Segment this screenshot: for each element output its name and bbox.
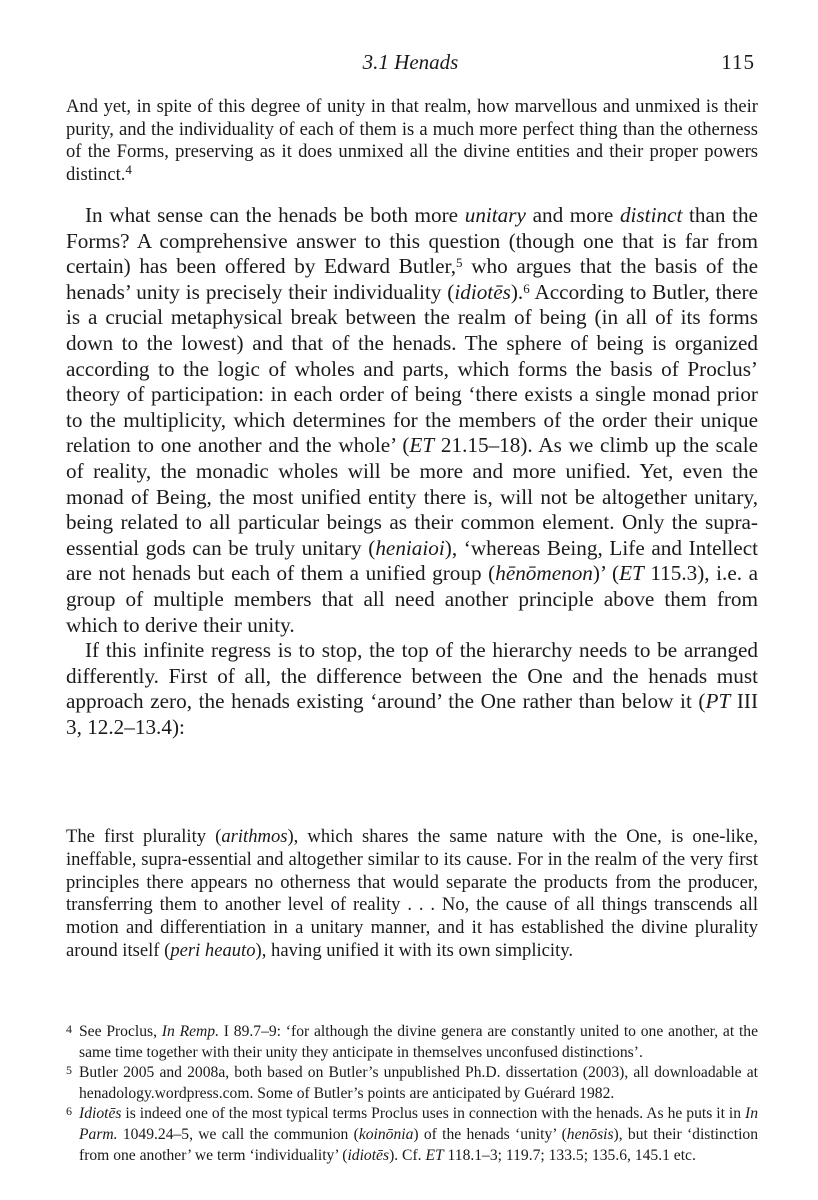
text-run: ), having unified it with its own simplicity.	[255, 939, 573, 961]
emphasis: heniaioi	[375, 535, 445, 560]
text-run: ), but their ‘distinction from one another’ we term ‘individuality’ (	[79, 1125, 758, 1164]
block-quote-1	[66, 96, 758, 186]
emphasis: koinōnia	[358, 1125, 414, 1143]
text-run: 1049.24–5, we call the communion (	[117, 1125, 359, 1143]
text-run: than the Forms? A comprehensive answer to this question (though one that is far from certain) has been offered by Edward Butler,	[66, 203, 758, 279]
emphasis: arithmos	[221, 826, 288, 847]
emphasis: hēnōmenon	[495, 561, 593, 586]
emphasis: peri heauto	[170, 939, 256, 961]
text-run: 118.1–3; 119.7; 133.5; 135.6, 145.1 etc.	[443, 1146, 696, 1164]
text-run: ), which shares the same nature with the One, is one-like, ineffable, supra-essential and altogether similar to its cause. For in the realm of the very first principles there appears no otherness that would separate the products from the producer, transferring them to another level of reality . . . No, the cause of all things transcends all motion and differentiation in a unitary manner, and it has established the divine plurality around itself (	[66, 826, 758, 961]
emphasis: In Parm.	[79, 1105, 758, 1143]
footnote-ref-5: 5	[456, 255, 463, 271]
emphasis: idiotēs	[347, 1146, 390, 1164]
block-quote-2	[66, 826, 758, 963]
text-run: I 89.7–9: ‘for although the divine genera are constantly united to one another, at the same time together with their unity they anticipate in themselves unconfused distinctions’.	[79, 1023, 758, 1061]
paragraph-1	[66, 203, 758, 638]
emphasis: ET	[425, 1146, 444, 1164]
footnote-5	[66, 1063, 758, 1104]
emphasis: distinct	[619, 203, 683, 227]
text-run: See Proclus,	[79, 1023, 162, 1040]
paragraph-2	[66, 638, 758, 740]
footnote-ref-4: 4	[125, 161, 132, 177]
running-head	[66, 50, 755, 80]
text-run: who argues that the basis of the henads’ unity is precisely their individuality (	[66, 254, 758, 304]
text-run: ) of the henads ‘unity’ (	[413, 1125, 567, 1143]
emphasis: Idiotēs	[79, 1105, 122, 1123]
footnote-4	[66, 1022, 758, 1063]
body-text	[66, 203, 758, 740]
text-run: The first plurality (	[66, 826, 222, 847]
emphasis: ET	[409, 433, 435, 458]
text-run: is indeed one of the most typical terms Proclus uses in connection with the henads. As he puts it in	[121, 1105, 745, 1123]
footnote-6	[66, 1104, 758, 1166]
emphasis: unitary	[464, 203, 526, 227]
emphasis: idiotēs	[454, 279, 511, 304]
footnote-number: 5	[66, 1063, 72, 1078]
text-run: If this infinite regress is to stop, the top of the hierarchy needs to be arranged differently. First of all, the difference between the One and the henads must approach zero, the henads existing ‘around’ the One rather than below it (	[66, 638, 758, 714]
text-run: 21.15–18). As we climb up the scale of reality, the monadic wholes will be more and more unified. Yet, even the monad of Being, the most unified entity there is, will not be altogether unitary, being related to all particular beings as their common element. Only the supra-essential gods can be truly unitary (	[66, 433, 758, 560]
text-run: )’ (	[592, 561, 620, 586]
page-number: 115	[721, 50, 755, 74]
footnotes	[66, 1022, 758, 1166]
text-run: ).	[510, 279, 524, 304]
text-run: ). Cf.	[389, 1146, 426, 1164]
emphasis: In Remp.	[161, 1023, 219, 1040]
emphasis: ET	[619, 561, 644, 586]
text-run: and more	[525, 203, 620, 227]
text-run: 115.3), i.e. a group of multiple members that all need another principle above them from which to derive their unity.	[66, 561, 759, 637]
text-run: According to Butler, there is a crucial metaphysical break between the realm of being (in all of its forms down to the lowest) and that of the henads. The sphere of being is organized according to the logic of wholes and parts, which forms the basis of Proclus’ theory of participation: in each order of being ‘there exists a single monad prior to the multiplicity, which determines for the members of the order their unique relation to one another and the whole’ (	[66, 279, 758, 458]
section-title: 3.1 Henads	[362, 50, 459, 74]
footnote-number: 4	[66, 1022, 72, 1036]
quote-text: And yet, in spite of this degree of unity in that realm, how marvellous and unmixed is their purity, and the individuality of each of them is a much more perfect thing than the otherness of the Forms, preserving as it does unmixed all the divine entities and their proper powers distinct.	[66, 96, 758, 185]
footnote-ref-6: 6	[523, 280, 530, 296]
text-run: Butler 2005 and 2008a, both based on Butler’s unpublished Ph.D. dissertation (2003), all downloadable at henadology.wordpress.com. Some of Butler’s points are anticipated by Guérard 1982.	[79, 1064, 758, 1102]
emphasis: henōsis	[566, 1125, 614, 1143]
footnote-number: 6	[66, 1104, 72, 1119]
emphasis: PT	[705, 689, 731, 714]
text-run: ), ‘whereas Being, Life and Intellect are not henads but each of them a unified group (	[66, 535, 759, 586]
text-run: III 3, 12.2–13.4):	[66, 689, 759, 739]
text-run: In what sense can the henads be both more	[85, 203, 465, 227]
